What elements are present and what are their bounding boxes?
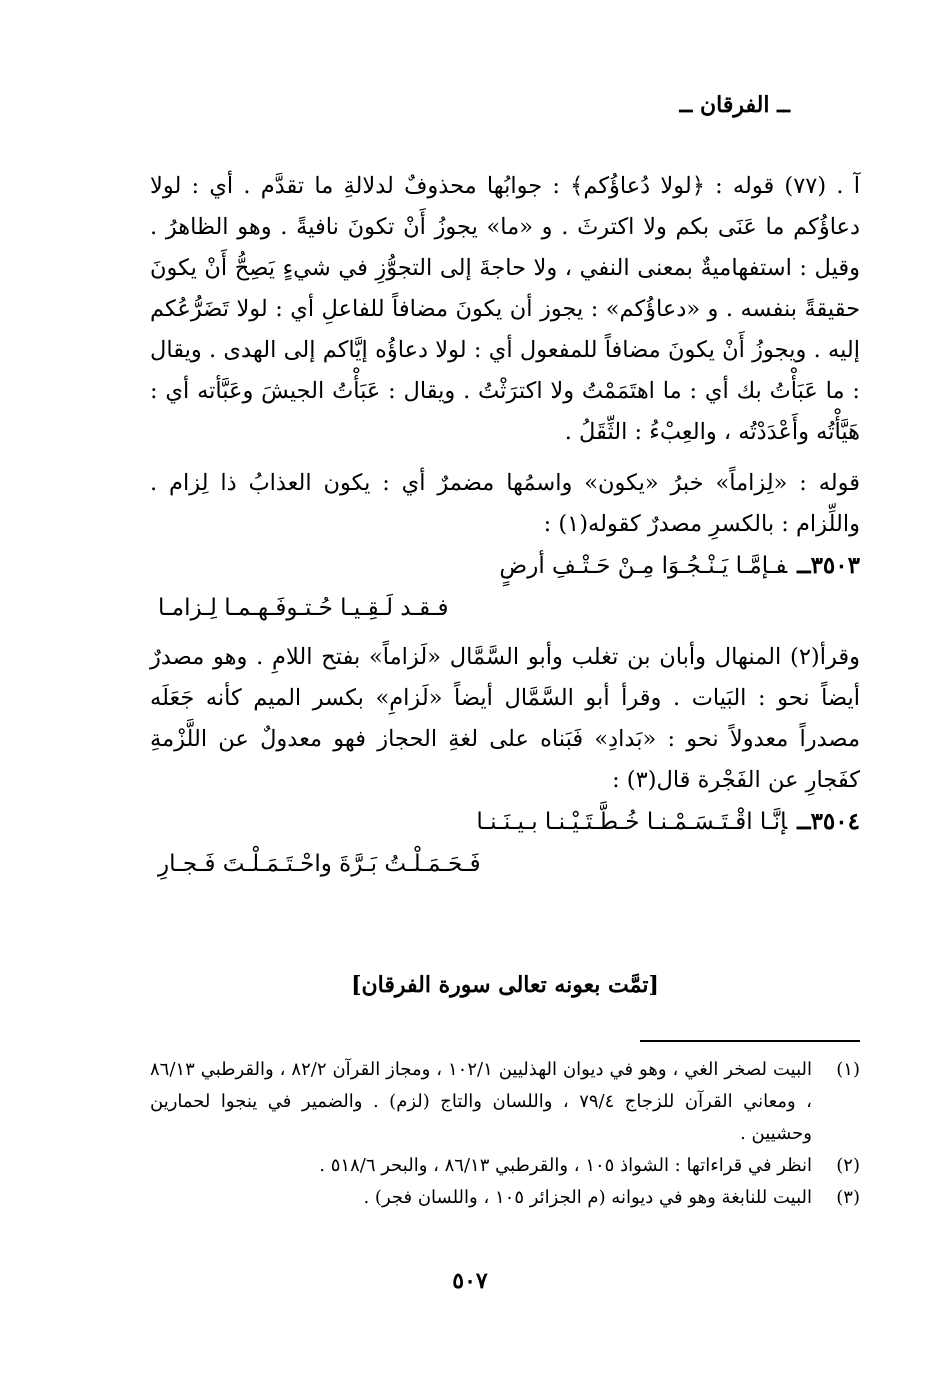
paragraph-readings: وقرأ(٢) المنهال وأبان بن تغلب وأبو السَّمَّال «لَزاماً» بفتح اللامِ . وهو مصدرٌ أيضاً نحو : البَيات . وقرأ أبو السَّمَّال أيضاً «لَزامِ» بكسر الميم كأنه جَعَلَه مصدراً معدولاً نحو : «بَدادِ» فَبَناه على لغةِ الحجاز فهو معدولٌ عن اللَّزْمةِ كفَجارِ عن الفَجْرة قال(٣) : (150, 644, 860, 793)
poem-line: فَـحَـمَـلْـتُ بَـرَّةَ واحْـتَـمَـلْـتَ فَـجـارِ (158, 851, 481, 877)
poem-line: فـقـد لَـقِـيـا حُـتـوفَـهـمـا لِـزامـا (158, 595, 449, 621)
footnote (150, 1054, 860, 1150)
poem-line: فـإمَّـا يَـنْـجُـوَا مِـنْ حَـتْـفِ أرضٍ (499, 553, 788, 579)
running-header: ــ الفرقان ــ (679, 92, 790, 118)
footnote (150, 1150, 860, 1182)
footnote-number: (١) (836, 1059, 860, 1080)
poem-3503 (150, 545, 860, 629)
surah-closing: [تمَّت بعونه تعالى سورة الفرقان] (351, 972, 659, 998)
paragraph-verse-77: آ . (٧٧) قوله : ﴿لولا دُعاؤُكم﴾ : جوابُها محذوفٌ لدلالةِ ما تقدَّم . أي : لولا دعاؤُكم ما عَنَى بكم ولا اكترثَ . و «ما» يجوزُ أَنْ تكونَ نافيةً . وهو الظاهرُ . وقيل : استفهاميةٌ بمعنى النفي ، ولا حاجةَ إلى التجوُّزِ في شيءٍ يَصِحُّ أَنْ يكونَ حقيقةً بنفسه . و «دعاؤُكم» : يجوز أن يكونَ مضافاً للفاعلِ أي : لولا تَضَرُّعُكم إليه . ويجوزُ أَنْ يكونَ مضافاً للمفعول أي : لولا دعاؤُه إيَّاكم إلى الهدى . ويقال : ما عَبَأْتُ بك أي : ما اهتَمَمْتُ ولا اكترَثْتُ . ويقال : عَبَأْتُ الجيشَ وعَبَّأته أي : هَيَّأْتُه وأَعْدَدْتُه ، والعِبْءُ : الثِّقَلُ . (150, 173, 860, 445)
verse-number: ٣٥٠٤ــ (797, 808, 860, 835)
poem-line: إنَّـا اقْـتَـسَـمْـنـا خُـطَّـتَـيْـنـا بـيـنَـنـا (476, 809, 788, 835)
footnotes (150, 1054, 860, 1214)
footnote-divider (640, 1040, 860, 1042)
footnote-number: (٢) (836, 1155, 860, 1176)
footnote-text: البيت لصخر الغي ، وهو في ديوان الهذليين ١٠٢/١ ، ومجاز القرآن ٨٢/٢ ، والقرطبي ٨٦/١٣ ، ومعاني القرآن للزجاج ٧٩/٤ ، واللسان والتاج (لزم) . والضمير في ينجوا لحمارين وحشيين . (150, 1059, 812, 1144)
poem-3504 (150, 801, 860, 885)
footnote-text: البيت للنابغة وهو في ديوانه (م الجزائر ١٠٥ ، واللسان فجر) . (363, 1187, 812, 1208)
footnote-number: (٣) (836, 1187, 860, 1208)
page-number: ٥٠٧ (452, 1268, 488, 1294)
verse-number: ٣٥٠٣ــ (797, 552, 860, 579)
footnote-text: انظر في قراءاتها : الشواذ ١٠٥ ، والقرطبي ٨٦/١٣ ، والبحر ٥١٨/٦ . (319, 1155, 812, 1176)
paragraph-lizam: قوله : «لِزاماً» خبرُ «يكون» واسمُها مضمرٌ أي : يكون العذابُ ذا لِزام . واللِّزام : بالكسرِ مصدرٌ كقوله(١) : (150, 470, 860, 537)
footnote (150, 1182, 860, 1214)
main-text (150, 166, 860, 885)
